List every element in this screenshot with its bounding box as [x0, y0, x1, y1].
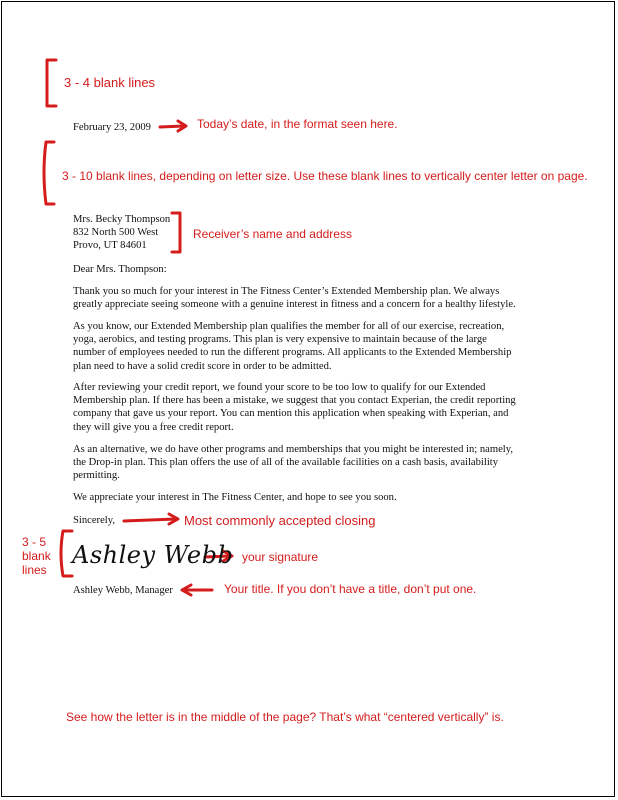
signature-bracket: [61, 531, 72, 576]
paragraph-5: We appreciate your interest in The Fitness Center, and hope to see you soon.: [73, 492, 397, 503]
closing: Sincerely,: [73, 515, 115, 526]
date-arrow: [160, 126, 184, 127]
receiver-name: Mrs. Becky Thompson: [73, 214, 171, 225]
paragraph-1: Thank you so much for your interest in The Fitness Center’s Extended Membership plan. We always greatly appreciate seeing someone with a genuine interest in fitness and a concern for a healthy lifestyle.: [73, 286, 516, 311]
paragraph-3: After reviewing your credit report, we found your score to be too low to qualify for our Extended Membership plan. If there has been a mistake, we suggest that you contact Experian, the credit reporting company that gave us your report. You can mention this application when speaking with Experian, and they will give you a free credit report.: [73, 382, 516, 433]
mid-blank-bracket: [44, 142, 54, 204]
date-note: Today’s date, in the format seen here.: [197, 117, 398, 131]
title-note: Your title. If you don’t have a title, don’t put one.: [224, 582, 477, 596]
signature-note: your signature: [242, 550, 319, 564]
receiver-note: Receiver’s name and address: [193, 227, 352, 241]
signature: Ashley Webb: [72, 541, 234, 569]
receiver-street: 832 North 500 West: [73, 227, 159, 239]
letter-date: February 23, 2009: [73, 122, 151, 133]
paragraph-4: As an alternative, we do have other programs and memberships that you might be interested in; namely, the Drop-in plan. This plan offers the use of all of the available facilities on a cash basis, availability permitting.: [73, 444, 514, 482]
top-blank-note: 3 - 4 blank lines: [64, 75, 156, 90]
bottom-note: See how the letter is in the middle of the page? That’s what “centered vertically” is.: [66, 710, 504, 724]
receiver-city: Provo, UT 84601: [73, 240, 147, 252]
salutation: Dear Mrs. Thompson:: [73, 264, 167, 275]
receiver-address: [73, 213, 170, 253]
paragraph-2: As you know, our Extended Membership plan qualifies the member for all of our exercise, recreation, yoga, aerobics, and testing programs. This plan is very expensive to maintain because of the large number of employees needed to run the different programs. All applicants to the Extended Membership plan need to have a solid credit score in order to be admitted.: [73, 321, 512, 372]
receiver-bracket: [172, 213, 180, 252]
closing-note: Most commonly accepted closing: [184, 513, 376, 528]
signature-blank-note: 3 - 5 blank lines: [22, 535, 51, 577]
signer-title: Ashley Webb, Manager: [73, 585, 173, 596]
top-blank-bracket: [47, 60, 56, 106]
mid-blank-note: 3 - 10 blank lines, depending on letter size. Use these blank lines to vertically center letter on page.: [62, 169, 588, 183]
closing-arrow: [124, 519, 176, 521]
